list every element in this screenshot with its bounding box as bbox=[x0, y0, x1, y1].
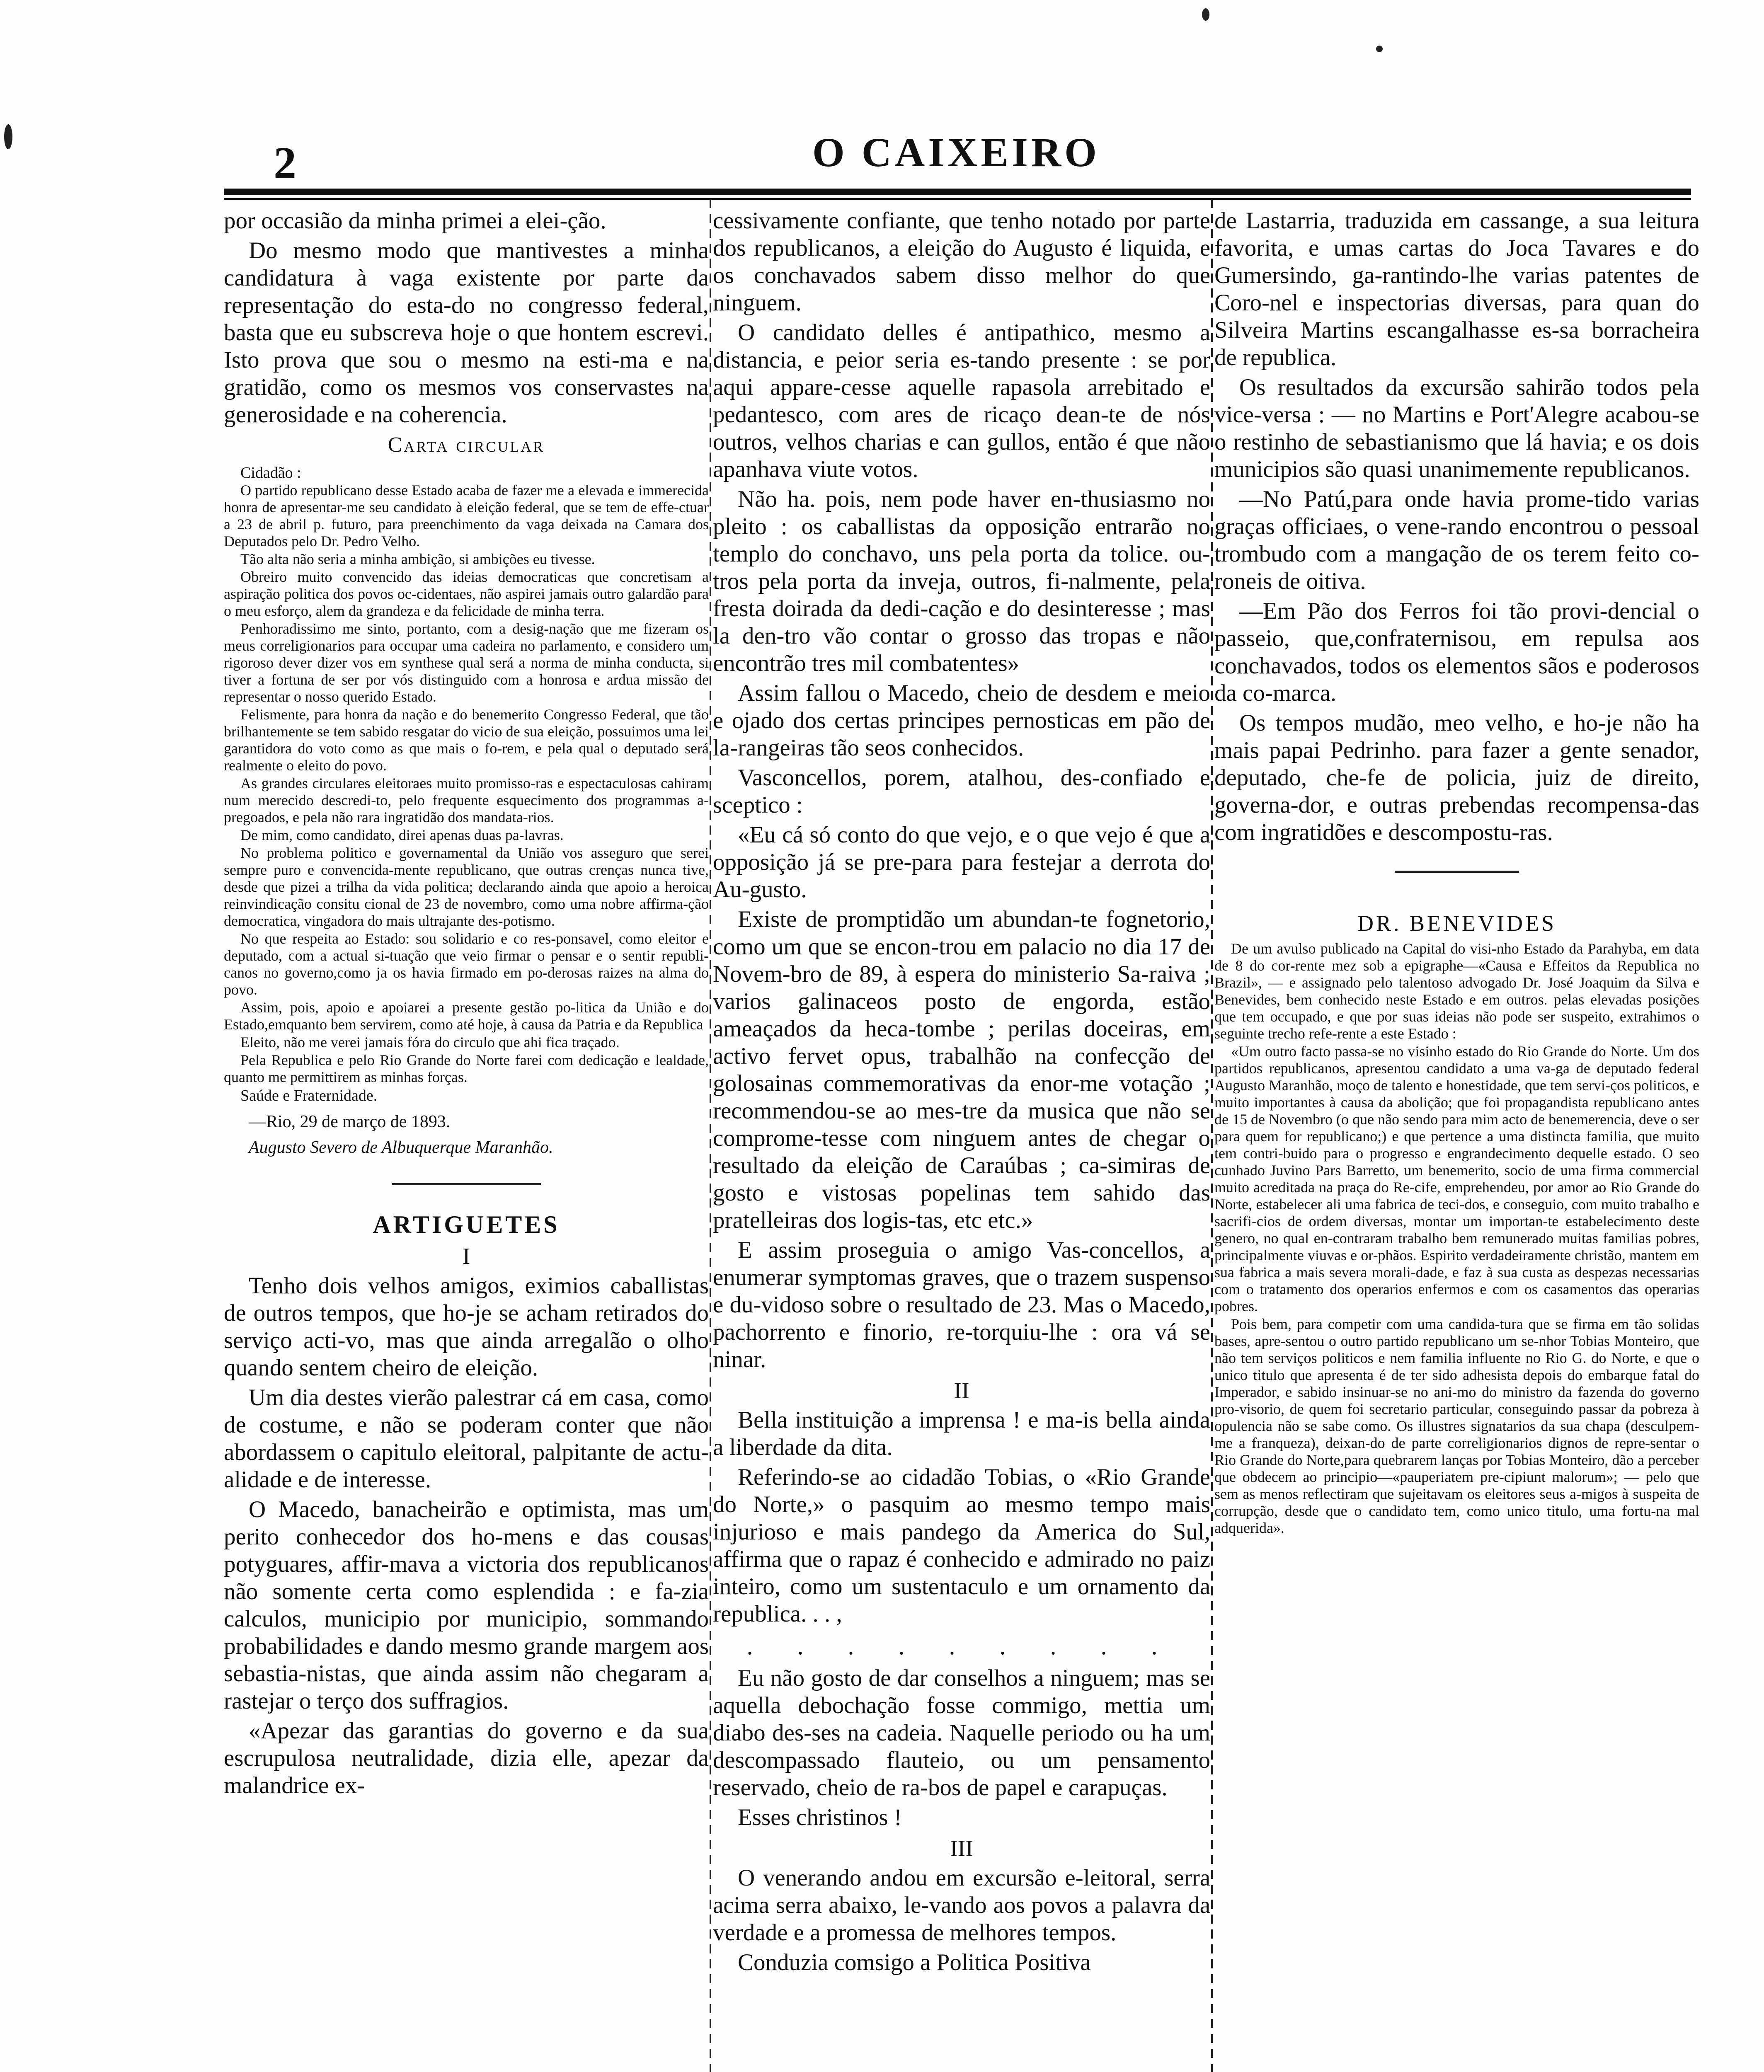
circular-paragraph: Felismente, para honra da nação e do benemerito Congresso Federal, que tão brilhantemente se tem sabido resgatar do vicio de sua eleição, possuimos uma lei garantidora do voto como as que mais o fo-rem, e pela qual o deputado será realmente o eleito do povo. bbox=[224, 706, 709, 774]
column-1 bbox=[224, 207, 709, 2072]
dateline: —Rio, 29 de março de 1893. bbox=[249, 1112, 451, 1131]
ornament-divider bbox=[224, 1171, 709, 1194]
paragraph: Esses christinos ! bbox=[738, 1804, 902, 1830]
paragraph: Do mesmo modo que mantivestes a minha candidatura à vaga existente por parte da representação do esta-do no congresso federal, basta que eu subscreva hoje o que hontem escrevi. Isto prova que sou o mesmo na esti-ma e na gratidão, como os mesmos vos conservastes na generosidade e na coherencia. bbox=[224, 237, 709, 428]
benevides-paragraph: «Um outro facto passa-se no visinho estado do Rio Grande do Norte. Um dos partidos republicanos, apresentou candidato a uma va-ga de deputado federal Augusto Maranhão, moço de talento e honestidade, que tem servi-ços politicos, e muito importantes à causa da abolição; que foi propagandista republicano antes de 15 de Novembro (o que não sendo para mim acto de benemerencia, deve o ser para quem for republicano;) e que pertence a uma distincta familia, que muito tem contri-buido para o progresso e engrandecimento dequelle estado. O seo cunhado Juvino Pars Barretto, um benemerito, socio de uma firma commercial muito acreditada na praça do Re-cife, emprehendeu, por amor ao Rio Grande do Norte, estabelecer ali uma fabrica de teci-dos, e conseguio, com muito trabalho e sacrifi-cios de ordem diversas, montar um importan-te estabelecimento deste genero, no qual en-contraram trabalho bem remunerado muitas familias pobres, principalmente viuvas e or-phãos. Espirito verdadeiramente christão, mantem em sua fabrica a mais severa morali-dade, e faz à sua custa as despezas necessarias com o tratamento dos operarios enfermos e com os casamentos das operarias pobres. bbox=[1214, 1043, 1699, 1314]
benevides-heading: DR. BENEVIDES bbox=[1357, 911, 1556, 936]
paragraph: Assim fallou o Macedo, cheio de desdem e meio e ojado dos certas principes pernosticas em pão de la-rangeiras tão seos conhecidos. bbox=[713, 680, 1210, 761]
masthead-rule-thin bbox=[224, 198, 1691, 200]
paragraph: Existe de promptidão um abundan-te fognetorio, como um que se encon-trou em palacio no dia 17 de Novem-bro de 89, à espera do ministerio Sa-raiva ; varios galinaceos posto de engorda, estão ameaçados da heca-tombe ; perilas doceiras, em activo fervet opus, trabalhão na confecção de golosainas commemorativas da enor-me votação ; recommendou-se ao mes-tre da musica que não se comprome-tesse com ninguem antes de chegar o resultado da eleição de Caraúbas ; ca-simiras de gosto e vistosas popelinas tem sahido das pratelleiras dos logis-tas, etc etc.» bbox=[713, 906, 1210, 1233]
column-3 bbox=[1214, 207, 1699, 2072]
paragraph: Um dia destes vierão palestrar cá em casa, como de costume, e não se poderam conter que não abordassem o capitulo eleitoral, palpitante de actu-alidade e de interesse. bbox=[224, 1385, 709, 1493]
circular-paragraph: Assim, pois, apoio e apoiarei a presente gestão po-litica da União e do Estado,emquanto bem servirem, como até hoje, à causa da Patria e da Republica bbox=[224, 999, 709, 1033]
circular-paragraph: Obreiro muito convencido das ideias democraticas que concretisam a aspiração politica dos povos oc-cidentaes, não aspirei jamais outro galardão para o meu esforço, alem da grandeza e da felicidade de minha terra. bbox=[224, 569, 709, 619]
circular-paragraph: De mim, como candidato, direi apenas duas pa-lavras. bbox=[240, 827, 564, 843]
circular-paragraph: Eleito, não me verei jamais fóra do circulo que ahi fica traçado. bbox=[240, 1034, 620, 1051]
circular-paragraph: Pela Republica e pelo Rio Grande do Norte farei com dedicação e lealdade, quanto me permittirem as minhas forças. bbox=[224, 1052, 709, 1085]
circular-signoff: Saúde e Fraternidade. bbox=[240, 1087, 378, 1104]
part-number: II bbox=[954, 1378, 969, 1404]
circular-paragraph: Penhoradissimo me sinto, portanto, com a desig-nação que me fizeram os meus correligionarios para occupar uma cadeira no parlamento, e considero um rigoroso dever dizer vos em synthese qual será a norma de minha conducta, si tiver a fortuna de ser por vós distinguido com a honrosa e ardua missão de representar o nosso querido Estado. bbox=[224, 620, 709, 705]
circular-paragraph: No que respeita ao Estado: sou solidario e co res-ponsavel, como eleitor e deputado, com a actual si-tuação que veio firmar o pensar e o sentir republi-canos no governo,como ja os havia firmado em po-derosas raizes na alma do povo. bbox=[224, 930, 709, 998]
artiguetes-heading: ARTIGUETES bbox=[373, 1211, 560, 1238]
paragraph: Tenho dois velhos amigos, eximios caballistas de outros tempos, que ho-je se acham retirados do serviço acti-vo, mas que ainda arregalão o olho quando sentem cheiro de eleição. bbox=[224, 1273, 709, 1381]
circular-paragraph: No problema politico e governamental da União vos asseguro que serei sempre puro e convencida-mente republicano, que outras crenças nunca tive, desde que pizei a trilha da vida politica; declarando ainda que apoio a heroica reinvindicação consitu cional de 23 de novembro, como uma nobre affirma-ção democratica, vingadora do mais ultrajante des-potismo. bbox=[224, 845, 709, 929]
paragraph: por occasião da minha primei a elei-ção. bbox=[224, 208, 606, 234]
paragraph: Eu não gosto de dar conselhos a ninguem; mas se aquella debochação fosse commigo, mettia um diabo des-ses na cadeia. Naquelle periodo ou ha um descompassado flauteio, ou um pensamento reservado, cheio de ra-bos de papel e carapuças. bbox=[713, 1665, 1210, 1801]
circular-title: Carta circular bbox=[388, 433, 545, 457]
paragraph: cessivamente confiante, que tenho notado por parte dos republicanos, a eleição do Augusto é liquida, e os conchavados sabem disso melhor do que ninguem. bbox=[713, 208, 1210, 316]
paragraph: Vasconcellos, porem, atalhou, des-confiado e sceptico : bbox=[713, 765, 1210, 818]
paragraph: de Lastarria, traduzida em cassange, a sua leitura favorita, e umas cartas do Joca Tavares e do Gumersindo, ga-rantindo-lhe varias patentes de Coro-nel e inspectorias diversas, para quan do Silveira Martins escangalhasse es-sa borracheira de republica. bbox=[1214, 208, 1699, 370]
paragraph: Bella instituição a imprensa ! e ma-is bella ainda a liberdade da dita. bbox=[713, 1407, 1210, 1460]
scan-speck bbox=[4, 124, 12, 149]
page-number: 2 bbox=[274, 138, 296, 188]
column-divider-2 bbox=[1211, 199, 1213, 2072]
paragraph: —No Patú,para onde havia prome-tido varias graças officiaes, o vene-rando encontrou o pessoal trombudo com a mangação de os terem feito co-roneis de oitiva. bbox=[1214, 486, 1699, 594]
paragraph: Os resultados da excursão sahirão todos pela vice-versa : — no Martins e Port'Alegre acabou-se o restinho de sebastianismo que lá havia; e os dois municipios são quasi unanimemente republicanos. bbox=[1214, 374, 1699, 482]
scan-speck bbox=[1202, 8, 1209, 21]
circular-paragraph: Tão alta não seria a minha ambição, si ambições eu tivesse. bbox=[240, 551, 595, 567]
paragraph: «Eu cá só conto do que vejo, e o que vejo é que a opposição já se pre-para para festejar a derrota do Au-gusto. bbox=[713, 822, 1210, 903]
part-number: I bbox=[462, 1244, 470, 1269]
newspaper-title: O CAIXEIRO bbox=[812, 129, 1100, 175]
paragraph: E assim proseguia o amigo Vas-concellos, a enumerar symptomas graves, que o trazem suspenso e du-vidoso sobre o resultado de 23. Mas o Macedo, pachorrento e finorio, re-torquiu-lhe : ora vá se ninar. bbox=[713, 1237, 1210, 1372]
paragraph: —Em Pão dos Ferros foi tão provi-dencial o passeio, que,confraternisou, em repulsa aos conchavados, todos os elementos sãos e poderosos da co-marca. bbox=[1214, 598, 1699, 706]
paragraph: O Macedo, banacheirão e optimista, mas um perito conhecedor dos ho-mens e das cousas potyguares, affir-mava a victoria dos republicanos não somente certa como esplendida : e fa-zia calculos, municipio por municipio, sommando probabilidades e dando mesmo grande margem aos sebastia-nistas, que ainda assim não chegaram a rastejar o terço dos suffragios. bbox=[224, 1496, 709, 1714]
paragraph: Referindo-se ao cidadão Tobias, o «Rio Grande do Norte,» o pasquim ao mesmo tempo mais injurioso e mais pandego da America do Sul, affirma que o rapaz é conhecido e admirado no paiz inteiro, como um sustentaculo e um ornamento da republica. . . , bbox=[713, 1464, 1210, 1627]
paragraph: Os tempos mudão, meo velho, e ho-je não ha mais papai Pedrinho. para fazer a gente senador, deputado, che-fe de policia, juiz de direito, governa-dor, e outras prebendas recompensa-das com ingratidões e descompostu-ras. bbox=[1214, 710, 1699, 845]
scan-speck bbox=[1376, 46, 1383, 52]
circular-paragraph: As grandes circulares eleitoraes muito promisso-ras e espectaculosas cahiram num merecido descredi-to, pelo frequente esquecimento dos programmas a-pregoados, e pela não rara ingratidão dos mandata-rios. bbox=[224, 775, 709, 825]
circular-greeting: Cidadão : bbox=[240, 464, 301, 482]
benevides-paragraph: Pois bem, para competir com uma candida-tura que se firma em tão solidas bases, apre-sentou o outro partido republicano um se-nhor Tobias Monteiro, que não tem serviços politicos e nem familia influente no Rio G. do Norte, e que o unico titulo que apresenta é de ter sido adhesista depois do embarque fatal do Imperador, e sabido insinuar-se no ani-mo do ministro da fazenda do governo pro-visorio, de quem foi secretario particular, conseguindo passar da pobreza à opulencia não se sabe como. Os illustres signatarios da sua chapa (desculpem-me a franqueza), deixan-do de parte correligionarios dignos de repre-sentar o Rio Grande do Norte,para quebrarem lanças por Tobias Monteiro, dão a perceber que obdecem ao principio—«pauperiatem pre-cipiunt malorum»; — pelo que sem as menos reflectiram que sujeitavam os eleitores seus a-migos à suspeita de corrupção, desde que o candidato tem, como unico titulo, uma fortu-na mal adquerida». bbox=[1214, 1316, 1699, 1536]
dotted-separator: . . . . . . . . . bbox=[746, 1632, 1177, 1660]
benevides-paragraph: De um avulso publicado na Capital do visi-nho Estado da Parahyba, em data de 8 do cor-rente mez sob a epigraphe—«Causa e Effeitos da Republica no Brazil», — e assignado pelo talentoso advogado Dr. José Joaquim da Silva e Benevides, bem conhecido neste Estado e em outros. pelas elevadas posições que tem occupado, e que por suas ideias não pode ser suspeito, extrahimos o seguinte trecho refe-rente a este Estado : bbox=[1214, 940, 1699, 1042]
paragraph: Não ha. pois, nem pode haver en-thusiasmo no pleito : os caballistas da opposição entrarão no templo do conchavo, uns pela porta da tolice. ou-tros pela porta da inveja, outros, fi-nalmente, pela fresta doirada da dedi-cação e do desinteresse ; mas la den-tro vão contar o grosso das tropas e não encontrão tres mil combatentes» bbox=[713, 486, 1210, 676]
masthead-rule bbox=[224, 189, 1691, 195]
column-2 bbox=[713, 207, 1210, 2072]
paragraph: Conduzia comsigo a Politica Positiva bbox=[738, 1949, 1091, 1975]
column-divider-1 bbox=[710, 199, 711, 2072]
part-number: III bbox=[950, 1836, 973, 1861]
paragraph: «Apezar das garantias do governo e da sua escrupulosa neutralidade, dizia elle, apezar da malandrice ex- bbox=[224, 1718, 709, 1798]
circular-paragraph: O partido republicano desse Estado acaba de fazer me a elevada e immerecida honra de apresentar-me seu candidato à eleição federal, que se tem de effe-ctuar a 23 de abril p. futuro, para preenchimento da vaga deixada na Camara dos Deputados pelo Dr. Pedro Velho. bbox=[224, 482, 709, 549]
paragraph: O candidato delles é antipathico, mesmo a distancia, e peior seria es-tando presente : se por aqui appare-cesse aquelle rapasola arrebitado e pedantesco, com ares de ricaço dean-te de nós outros, velhos charias e can gullos, então é que não apanhava viute votos. bbox=[713, 320, 1210, 482]
paragraph: O venerando andou em excursão e-leitoral, serra acima serra abaixo, le-vando aos povos a palavra da verdade e a promessa de melhores tempos. bbox=[713, 1865, 1210, 1946]
ornament-divider bbox=[1214, 859, 1699, 881]
signature: Augusto Severo de Albuquerque Maranhão. bbox=[249, 1138, 553, 1157]
